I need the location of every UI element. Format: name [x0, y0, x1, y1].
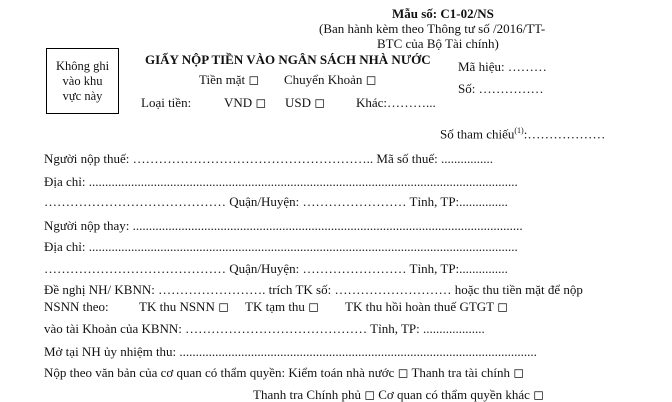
so-field[interactable]: Số: ……………: [458, 81, 544, 96]
cash-option[interactable]: Tiền mặt ◻: [199, 72, 260, 87]
government-inspection-line[interactable]: Thanh tra Chính phủ ◻ Cơ quan có thẩm quyền khác ◻: [253, 387, 544, 402]
reserved-area-line3: vực này: [62, 88, 103, 103]
nsnn-theo-label: NSNN theo:: [44, 299, 109, 314]
address-line-1[interactable]: Địa chỉ: ....................................................................................................................................: [44, 174, 518, 189]
reserved-area-line2: vào khu: [62, 73, 103, 88]
usd-option[interactable]: USD ◻: [285, 95, 326, 110]
transfer-option[interactable]: Chuyển Khoản ◻: [284, 72, 377, 87]
reference-footnote: (1): [514, 126, 524, 135]
reference-field[interactable]: [440, 127, 605, 140]
currency-label: Loại tiền:: [141, 95, 192, 110]
taxpayer-line[interactable]: Người nộp thuế: ……………………………………………….. Mã số thuế: ................: [44, 151, 494, 166]
form-title: GIẤY NỘP TIỀN VÀO NGÂN SÁCH NHÀ NƯỚC: [145, 52, 431, 67]
tk-tam-thu-option[interactable]: TK tạm thu ◻: [245, 299, 319, 314]
request-bank-line[interactable]: Đề nghị NH/ KBNN: ……………………. trích TK số: ……………………… hoặc thu tiền mặt để nộp: [44, 282, 583, 297]
issued-note-line1: (Ban hành kèm theo Thông tư số /2016/TT-: [319, 21, 546, 36]
ma-hieu-field[interactable]: Mã hiệu: ………: [458, 59, 547, 74]
vnd-option[interactable]: VND ◻: [224, 95, 267, 110]
reference-label: Số tham chiếu: [440, 126, 515, 142]
address-line-2[interactable]: Địa chỉ: ....................................................................................................................................: [44, 239, 518, 254]
form-code: Mẫu số: C1-02/NS: [392, 6, 494, 21]
tk-thu-nsnn-option[interactable]: TK thu NSNN ◻: [139, 299, 229, 314]
other-currency-field[interactable]: Khác:………...: [356, 95, 436, 110]
collecting-bank-line[interactable]: Mở tại NH ủy nhiệm thu: ..............................................................................................................: [44, 344, 537, 359]
reference-dots: :………………: [523, 126, 606, 142]
district-line-2[interactable]: …………………………………… Quận/Huyện: …………………… Tỉnh, TP:...............: [44, 261, 508, 276]
tk-hoan-thue-option[interactable]: TK thu hồi hoàn thuế GTGT ◻: [345, 299, 508, 314]
authority-document-line[interactable]: Nộp theo văn bản của cơ quan có thẩm quyền: Kiểm toán nhà nước ◻ Thanh tra tài chính ◻: [44, 365, 525, 380]
district-line-1[interactable]: …………………………………… Quận/Huyện: …………………… Tỉnh, TP:...............: [44, 194, 508, 209]
reserved-area-box: [46, 48, 119, 114]
reserved-area-line1: Không ghi: [55, 58, 110, 73]
issued-note-line2: BTC của Bộ Tài chính): [377, 36, 499, 51]
payer-on-behalf-line[interactable]: Người nộp thay: ........................................................................................................................: [44, 218, 523, 233]
kbnn-account-line[interactable]: vào tài Khoản của KBNN: …………………………………… Tỉnh, TP: ...................: [44, 321, 485, 336]
